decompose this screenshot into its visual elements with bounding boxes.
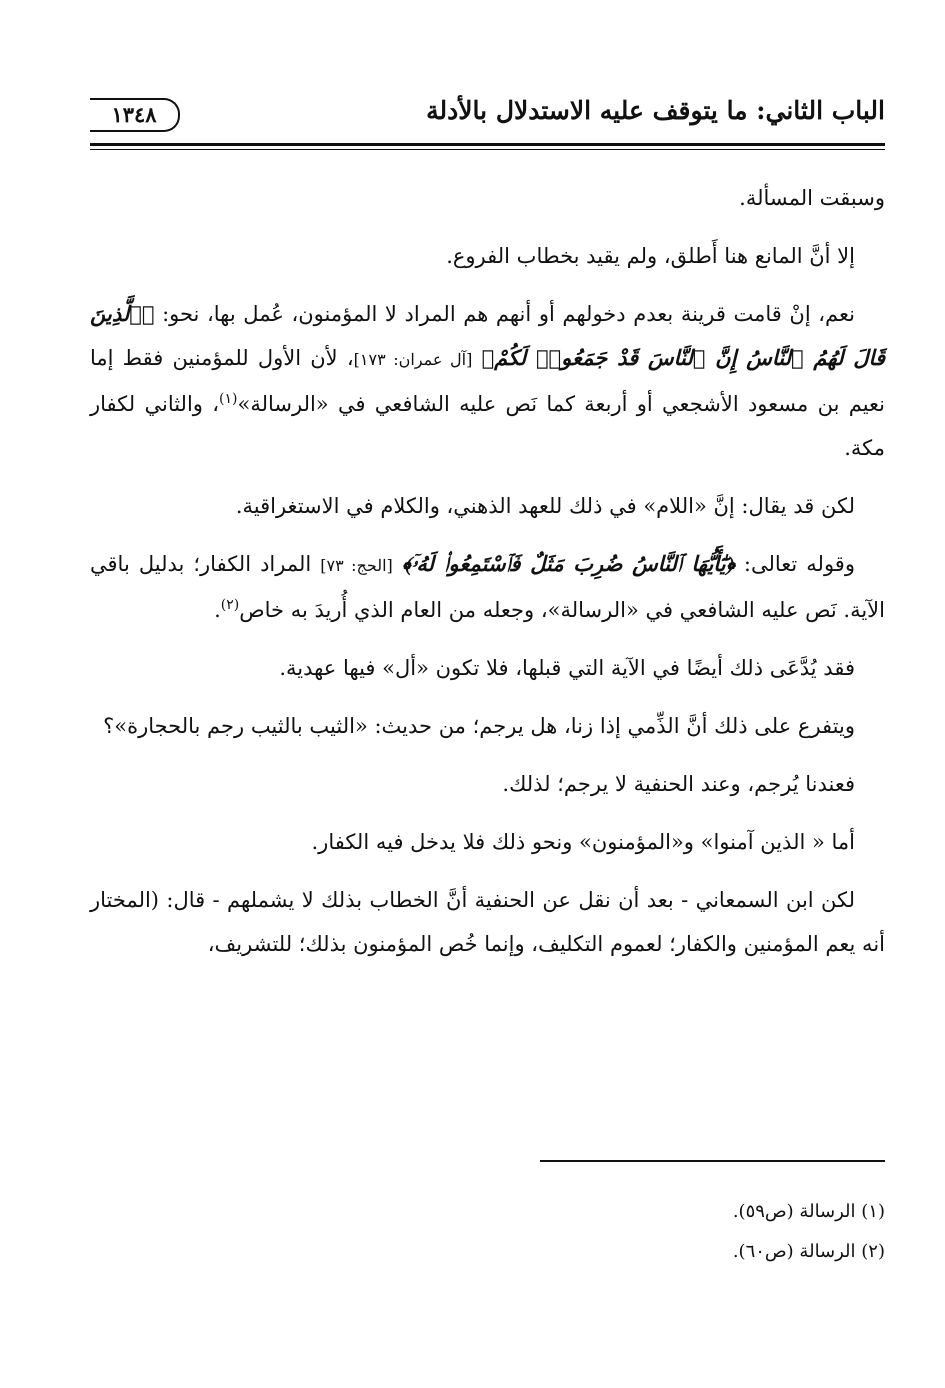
chapter-title: الباب الثاني: ما يتوقف عليه الاستدلال بالأدلة [426, 96, 885, 125]
text: ، لأن الأول للمؤمنين فقط إما نعيم بن مسعود الأشجعي أو أربعة كما نَص عليه الشافعي في «الرسالة» [90, 346, 886, 416]
footnote-marker[interactable]: (١) [219, 391, 238, 407]
footnote-marker[interactable]: (٢) [220, 597, 240, 613]
page-header [90, 92, 885, 136]
header-rule-thin [90, 149, 885, 150]
text: ، والثاني لكفار مكة. [90, 392, 885, 460]
paragraph: أما « الذين آمنوا» و«المؤمنون» ونحو ذلك فلا يدخل فيه الكفار. [311, 830, 855, 854]
quran-verse: ﴿ٱلَّذِينَ قَالَ لَهُمُ ٱلنَّاسُ إِنَّ ٱلنَّاسَ قَدْ جَمَعُوا۟ لَكُمْ﴾ [90, 301, 885, 370]
header-rule-thick [90, 143, 885, 146]
text: المراد الكفار؛ بدليل باقي الآية. نَص عليه الشافعي في «الرسالة»، وجعله من العام الذي أُريدَ به خاص [90, 552, 885, 622]
paragraph: ويتفرع على ذلك أنَّ الذِّمي إذا زنا، هل يرجم؛ من حديث: «الثيب بالثيب رجم بالحجارة»؟ [103, 714, 855, 738]
paragraph: لكن ابن السمعاني - بعد أن نقل عن الحنفية أنَّ الخطاب بذلك لا يشملهم - قال: (المختار أنه يعم المؤمنين والكفار؛ لعموم التكليف، وإنما خُص المؤمنون بذلك؛ للتشريف، [90, 888, 885, 956]
paragraph: وسبقت المسألة. [739, 186, 885, 210]
verse-reference: [آل عمران: ١٧٣] [353, 350, 473, 369]
main-text [90, 176, 885, 980]
footnote: (٢) الرسالة (ص٦٠). [732, 1241, 885, 1262]
page-number: ١٣٤٨ [90, 98, 180, 132]
footnotes [90, 1192, 885, 1272]
text: . [214, 598, 221, 622]
quran-verse: ﴿يَٰٓأَيُّهَا ٱلنَّاسُ ضُرِبَ مَثَلٌ فَٱسْتَمِعُوا۟ لَهُۥٓ﴾ [401, 551, 735, 576]
text: نعم، إنْ قامت قرينة بعدم دخولهم أو أنهم هم المراد لا المؤمنون، عُمل بها، نحو: [162, 302, 855, 326]
paragraph [90, 292, 885, 470]
paragraph: إلا أنَّ المانع هنا أَطلق، ولم يقيد بخطاب الفروع. [446, 244, 855, 268]
paragraph: لكن قد يقال: إنَّ «اللام» في ذلك للعهد الذهني، والكلام في الاستغراقية. [235, 494, 855, 518]
paragraph: فقد يُدَّعَى ذلك أيضًا في الآية التي قبلها، فلا تكون «أل» فيها عهدية. [279, 656, 855, 680]
verse-reference: [الحج: ٧٣] [320, 556, 393, 575]
paragraph [90, 542, 885, 632]
text: وقوله تعالى: [743, 552, 855, 576]
paragraph: فعندنا يُرجم، وعند الحنفية لا يرجم؛ لذلك. [502, 772, 855, 796]
footnote: (١) الرسالة (ص٥٩). [732, 1201, 885, 1222]
footnote-separator [540, 1160, 885, 1162]
